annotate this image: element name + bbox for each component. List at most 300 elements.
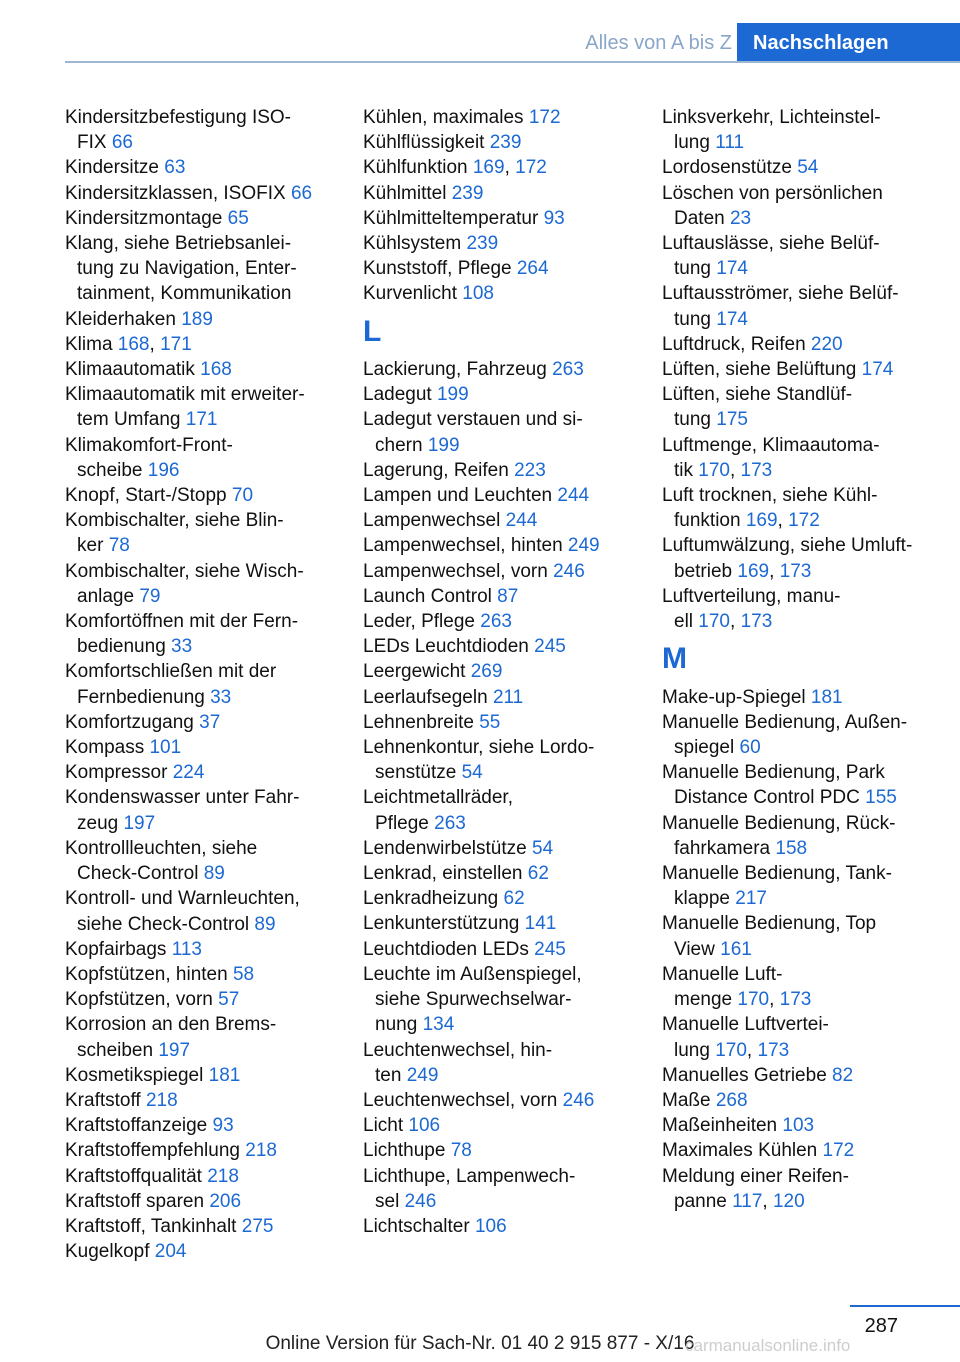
index-term: Komfortöffnen mit der Fern- bedienung — [65, 611, 299, 658]
page-reference-link[interactable]: 197 — [158, 1039, 191, 1061]
page-reference-link[interactable]: 223 — [514, 459, 546, 481]
index-entry — [662, 760, 958, 810]
index-term: Leuchtenwechsel, hin- ten — [363, 1039, 553, 1086]
page-reference-link[interactable]: 245 — [534, 938, 566, 960]
index-term: Lendenwirbelstütze — [363, 837, 527, 859]
page-reference-link[interactable]: 239 — [451, 182, 484, 204]
page-reference-link[interactable]: 269 — [470, 661, 503, 683]
index-entry — [363, 559, 655, 584]
page-reference-link[interactable]: 206 — [209, 1190, 242, 1212]
index-term: Lenkrad, einstellen — [363, 863, 523, 885]
page-reference-link[interactable]: 161 — [720, 938, 752, 960]
page-reference-link[interactable]: 199 — [436, 384, 469, 406]
index-term: Kontroll- und Warnleuchten, siehe Check-Control — [65, 888, 300, 935]
index-column-2 — [363, 105, 655, 1239]
header-chapter-tab: Nachschlagen — [737, 23, 960, 61]
index-term: Licht — [363, 1115, 404, 1137]
index-entry — [363, 1088, 655, 1113]
page-reference-link[interactable]: 63 — [164, 157, 186, 179]
index-entry — [65, 1088, 355, 1113]
index-entry — [662, 181, 958, 231]
page-reference-link[interactable]: 54 — [532, 837, 554, 859]
index-term: Manuelle Bedienung, Tank- klappe — [662, 863, 892, 910]
page-reference-link[interactable]: 158 — [775, 837, 808, 859]
page-reference-link[interactable]: 87 — [497, 585, 519, 607]
page-reference-link[interactable]: 170 — [698, 611, 730, 633]
index-term: Luftausströmer, siehe Belüf- tung — [662, 283, 899, 330]
index-term: Kunststoff, Pflege — [363, 258, 512, 280]
index-entry — [363, 206, 655, 231]
index-term: Kindersitzbefestigung ISO- FIX — [65, 107, 292, 154]
page-reference-link[interactable]: 168 — [117, 333, 150, 355]
index-term: Kühlen, maximales — [363, 107, 524, 128]
index-term: Lichthupe, Lampenwech- sel — [363, 1165, 576, 1212]
page-reference-link[interactable]: 169 — [472, 157, 505, 179]
page-reference-link[interactable]: 60 — [739, 737, 761, 759]
page-reference-link[interactable]: 211 — [492, 686, 524, 708]
index-entry — [363, 382, 655, 407]
index-term: Manuelle Luftvertei- lung — [662, 1014, 829, 1061]
page-reference-link[interactable]: 108 — [462, 283, 494, 305]
page-reference-link[interactable]: 246 — [562, 1089, 595, 1111]
index-entry — [363, 181, 655, 206]
index-term: Leuchte im Außenspiegel, siehe Spurwechselwar- nung — [363, 963, 582, 1036]
index-term: Manuelle Bedienung, Top View — [662, 913, 877, 960]
index-term: Lichthupe — [363, 1140, 446, 1162]
index-entry — [65, 937, 355, 962]
page-reference-link[interactable]: 275 — [241, 1215, 274, 1237]
index-term: Luftumwälzung, siehe Umluft- betrieb — [662, 535, 913, 582]
page-reference-link[interactable]: 199 — [427, 434, 460, 456]
index-term: Lagerung, Reifen — [363, 459, 509, 481]
index-entry — [65, 508, 355, 558]
index-entry — [65, 1138, 355, 1163]
index-entry — [363, 911, 655, 936]
index-entry — [65, 886, 355, 936]
index-entry — [363, 130, 655, 155]
index-entry — [363, 735, 655, 785]
index-term: Kosmetikspiegel — [65, 1064, 204, 1086]
page-reference-link[interactable]: 172 — [515, 157, 547, 179]
page-reference-link[interactable]: 93 — [543, 207, 565, 229]
page-reference-link[interactable]: 174 — [861, 359, 894, 381]
index-entry — [65, 987, 355, 1012]
index-term: Kopfstützen, vorn — [65, 989, 213, 1011]
index-entry — [363, 357, 655, 382]
index-entry — [662, 231, 958, 281]
page-reference-link[interactable]: 244 — [557, 485, 590, 507]
index-term: Luftauslässe, siehe Belüf- tung — [662, 233, 880, 280]
index-term: Linksverkehr, Lichteinstel- lung — [662, 107, 881, 154]
index-entry — [65, 710, 355, 735]
page-reference-link[interactable]: 246 — [404, 1190, 437, 1212]
page-reference-link[interactable]: 239 — [466, 233, 499, 255]
page-reference-link[interactable]: 218 — [145, 1089, 178, 1111]
page-reference-link[interactable]: 55 — [479, 711, 501, 733]
index-term: LEDs Leuchtdioden — [363, 636, 529, 658]
index-entry — [65, 483, 355, 508]
page-reference-link[interactable]: 65 — [227, 207, 249, 229]
index-entry — [363, 533, 655, 558]
page-reference-link[interactable]: 33 — [210, 686, 232, 708]
page-reference-link[interactable]: 224 — [172, 762, 205, 784]
index-entry — [65, 357, 355, 382]
page-reference-link[interactable]: 103 — [782, 1115, 815, 1137]
index-term: Maximales Kühlen — [662, 1140, 818, 1162]
index-entry — [662, 710, 958, 760]
index-term: Leerlaufsegeln — [363, 686, 488, 708]
index-letter-heading: L — [363, 314, 382, 348]
index-entry: Luftverteilung, manu- ell 170, 173 — [662, 585, 841, 633]
index-term: Lampenwechsel, vorn — [363, 560, 548, 582]
page-reference-link[interactable]: 172 — [528, 107, 561, 128]
index-entry — [363, 105, 655, 130]
page-reference-link[interactable]: 181 — [810, 686, 843, 708]
index-entry — [662, 911, 958, 961]
index-term: Meldung einer Reifen- panne — [662, 1165, 849, 1212]
index-entry — [363, 1038, 655, 1088]
page-reference-link[interactable]: 189 — [181, 308, 213, 330]
page-reference-link[interactable]: 196 — [147, 459, 180, 481]
page-reference-link[interactable]: 268 — [715, 1089, 748, 1111]
page-reference-link[interactable]: 89 — [254, 913, 276, 935]
index-entry — [363, 1214, 655, 1239]
index-term: Luft trocknen, siehe Kühl- funktion — [662, 485, 878, 532]
index-entry — [363, 962, 655, 1038]
page-reference-link[interactable]: 204 — [154, 1241, 187, 1263]
index-term: Manuelle Bedienung, Rück- fahrkamera — [662, 812, 896, 859]
page-reference-link[interactable]: 33 — [171, 636, 193, 658]
index-entry — [65, 382, 355, 432]
page-reference-link[interactable]: 66 — [290, 182, 313, 204]
index-term: Maße — [662, 1089, 711, 1111]
index-term: Klang, siehe Betriebsanlei- tung zu Navigation, Enter- tainment, Kommunikation — [65, 233, 297, 305]
index-term: Kraftstoff — [65, 1089, 141, 1111]
page-reference-link[interactable]: 58 — [232, 963, 255, 985]
index-entry — [363, 609, 655, 634]
page-reference-link[interactable]: 170 — [698, 459, 730, 481]
index-entry — [662, 281, 958, 331]
index-entry — [65, 1113, 355, 1138]
page-reference-link[interactable]: 249 — [406, 1064, 439, 1086]
index-term: Kühlmittel — [363, 182, 447, 204]
index-letter-heading: M — [662, 642, 687, 676]
page-reference-link[interactable]: 23 — [729, 207, 752, 229]
page-reference-link[interactable]: 172 — [822, 1140, 855, 1162]
index-term: Kurvenlicht — [363, 283, 457, 305]
page-reference-link[interactable]: 264 — [516, 258, 549, 280]
page-reference-link[interactable]: 174 — [716, 308, 748, 330]
page-reference-link[interactable]: 239 — [489, 132, 522, 154]
index-term: Kraftstoff sparen — [65, 1190, 205, 1212]
index-term: Kombischalter, siehe Wisch- anlage — [65, 560, 304, 607]
index-term: Lampen und Leuchten — [363, 485, 553, 507]
index-term: Leergewicht — [363, 661, 466, 683]
index-entry — [65, 1012, 355, 1062]
index-entry — [662, 155, 958, 180]
index-entry — [65, 760, 355, 785]
page-reference-link[interactable]: 106 — [474, 1215, 507, 1237]
index-entry — [65, 836, 355, 886]
page-reference-link[interactable]: 173 — [779, 560, 812, 582]
page-reference-link[interactable]: 82 — [832, 1064, 854, 1086]
index-entry — [662, 382, 958, 432]
page-reference-link[interactable]: 66 — [111, 132, 133, 154]
index-entry — [363, 886, 655, 911]
index-entry — [363, 458, 655, 483]
watermark: carmanualsonline.info — [685, 1336, 851, 1355]
index-entry — [662, 332, 958, 357]
index-entry — [662, 357, 958, 382]
index-term: Lordosenstütze — [662, 157, 792, 179]
page-reference-link[interactable]: 54 — [461, 762, 483, 784]
index-term: Kompass — [65, 737, 145, 759]
page-reference-link[interactable]: 170 — [737, 989, 770, 1011]
page-reference-link[interactable]: 89 — [203, 863, 225, 885]
index-entry — [65, 659, 355, 709]
page-reference-link[interactable]: 263 — [552, 359, 584, 381]
index-term: Ladegut — [363, 384, 432, 406]
page-reference-link[interactable]: 171 — [185, 409, 218, 431]
index-column-1 — [65, 105, 355, 1264]
page-reference-link[interactable]: 117 — [732, 1190, 763, 1212]
index-entry: Kühlfunktion 169, 172 — [363, 157, 547, 179]
index-term: Lüften, siehe Standlüf- tung — [662, 384, 853, 431]
index-entry — [65, 155, 355, 180]
index-term: Kondenswasser unter Fahr- zeug — [65, 787, 300, 834]
index-entry — [363, 710, 655, 735]
index-term: Kindersitzklassen, ISOFIX — [65, 182, 286, 204]
page-reference-link[interactable]: 170 — [715, 1039, 747, 1061]
index-entry — [363, 584, 655, 609]
index-entry — [65, 609, 355, 659]
index-entry — [662, 105, 958, 155]
page-reference-link[interactable]: 175 — [716, 409, 748, 431]
index-term: Leuchtdioden LEDs — [363, 938, 529, 960]
index-entry — [65, 1164, 355, 1189]
page-reference-link[interactable]: 70 — [231, 485, 254, 507]
page-reference-link[interactable]: 173 — [740, 611, 773, 633]
page-reference-link[interactable]: 79 — [139, 585, 161, 607]
index-term: Kugelkopf — [65, 1241, 150, 1263]
index-term: Kühlflüssigkeit — [363, 132, 485, 154]
index-term: Kühlmitteltemperatur — [363, 207, 539, 229]
page-reference-link[interactable]: 172 — [788, 510, 820, 532]
index-term: Kleiderhaken — [65, 308, 176, 330]
index-entry — [65, 1063, 355, 1088]
index-term: Lampenwechsel — [363, 510, 501, 532]
index-entry — [363, 1138, 655, 1163]
index-column-3 — [662, 105, 958, 1214]
index-entry — [65, 1239, 355, 1264]
page-reference-link[interactable]: 173 — [757, 1039, 790, 1061]
index-term: Leichtmetallräder, Pflege — [363, 787, 513, 834]
index-term: Manuelles Getriebe — [662, 1064, 827, 1086]
index-term: Luftverteilung, manu- ell — [662, 585, 841, 633]
page-reference-link[interactable]: 168 — [200, 359, 232, 381]
page-reference-link[interactable]: 220 — [810, 333, 843, 355]
index-term: Komfortschließen mit der Fernbedienung — [65, 661, 277, 708]
index-entry — [662, 811, 958, 861]
page-reference-link[interactable]: 246 — [553, 560, 585, 582]
index-term: Lehnenkontur, siehe Lordo- senstütze — [363, 737, 595, 784]
index-term: Knopf, Start-/Stopp — [65, 485, 227, 507]
index-term: Launch Control — [363, 585, 492, 607]
footer-rule — [850, 1305, 960, 1307]
page-number: 287 — [864, 1315, 898, 1337]
index-term: Kühlsystem — [363, 233, 462, 255]
index-term: Komfortzugang — [65, 711, 194, 733]
index-entry — [662, 1088, 958, 1113]
index-term: Korrosion an den Brems- scheiben — [65, 1014, 277, 1061]
index-entry — [65, 231, 355, 307]
index-entry — [363, 281, 655, 306]
index-entry — [363, 861, 655, 886]
index-entry — [65, 206, 355, 231]
index-term: Ladegut verstauen und si- chern — [363, 409, 583, 456]
index-entry — [363, 685, 655, 710]
index-term: Kindersitzmontage — [65, 207, 223, 229]
index-term: Klimaautomatik mit erweiter- tem Umfang — [65, 384, 305, 431]
page-reference-link[interactable]: 134 — [422, 1014, 455, 1036]
page-reference-link[interactable]: 218 — [207, 1165, 239, 1187]
index-term: Lichtschalter — [363, 1215, 470, 1237]
page-reference-link[interactable]: 244 — [505, 510, 538, 532]
index-term: Manuelle Luft- menge — [662, 963, 783, 1011]
index-entry: Luft trocknen, siehe Kühl- funktion 169, 172 — [662, 485, 878, 532]
index-term: Klimaautomatik — [65, 359, 195, 381]
index-entry — [363, 1113, 655, 1138]
index-entry — [662, 1113, 958, 1138]
page-reference-link[interactable]: 217 — [735, 888, 767, 910]
page-reference-link[interactable]: 54 — [797, 157, 819, 179]
page-reference-link[interactable]: 169 — [745, 510, 778, 532]
index-entry — [65, 1214, 355, 1239]
index-entry — [65, 1189, 355, 1214]
index-term: Lackierung, Fahrzeug — [363, 359, 547, 381]
index-entry — [65, 735, 355, 760]
index-entry — [363, 1164, 655, 1214]
page-reference-link[interactable]: 113 — [171, 938, 202, 960]
page-reference-link[interactable]: 111 — [715, 132, 745, 154]
index-term: Manuelle Bedienung, Außen- spiegel — [662, 711, 908, 759]
page-reference-link[interactable]: 57 — [218, 989, 240, 1011]
index-entry — [363, 836, 655, 861]
index-entry — [363, 256, 655, 281]
index-term: Make-up-Spiegel — [662, 686, 806, 708]
header-section-title: Alles von A bis Z — [585, 32, 732, 54]
page-reference-link[interactable]: 171 — [160, 333, 192, 355]
page-reference-link[interactable]: 197 — [123, 812, 156, 834]
index-term: Manuelle Bedienung, Park Distance Control PDC — [662, 762, 885, 809]
page-reference-link[interactable]: 218 — [245, 1140, 277, 1162]
index-term: Luftdruck, Reifen — [662, 333, 806, 355]
index-term: Kopfairbags — [65, 938, 167, 960]
index-entry — [662, 685, 958, 710]
index-entry — [65, 307, 355, 332]
page-reference-link[interactable]: 263 — [434, 812, 466, 834]
index-term: Leder, Pflege — [363, 611, 475, 633]
index-term: Lampenwechsel, hinten — [363, 535, 563, 557]
index-term: Lenkradheizung — [363, 888, 499, 910]
index-entry: Manuelle Luftvertei- lung 170, 173 — [662, 1014, 829, 1061]
index-term: Lenkunterstützung — [363, 913, 520, 935]
index-term: Kraftstoffqualität — [65, 1165, 202, 1187]
page-reference-link[interactable]: 78 — [108, 535, 130, 557]
page-reference-link[interactable]: 101 — [149, 737, 182, 759]
page-reference-link[interactable]: 62 — [503, 888, 525, 910]
page-reference-link[interactable]: 141 — [524, 913, 557, 935]
header-rule — [65, 61, 960, 63]
page-reference-link[interactable]: 173 — [740, 459, 773, 481]
index-term: Kühlfunktion — [363, 157, 468, 179]
index-term: Maßeinheiten — [662, 1115, 778, 1137]
index-term: Luftmenge, Klimaautoma- tik — [662, 434, 880, 481]
page-reference-link[interactable]: 263 — [480, 611, 512, 633]
index-entry — [65, 962, 355, 987]
page-reference-link[interactable]: 78 — [450, 1140, 472, 1162]
index-entry — [65, 559, 355, 609]
page-reference-link[interactable]: 155 — [865, 787, 897, 809]
page-reference-link[interactable]: 93 — [212, 1115, 234, 1137]
page-reference-link[interactable]: 174 — [716, 258, 748, 280]
index-entry — [363, 483, 655, 508]
index-entry — [662, 1138, 958, 1163]
index-entry — [65, 785, 355, 835]
page-reference-link[interactable]: 120 — [772, 1190, 805, 1212]
index-entry — [65, 181, 355, 206]
page-reference-link[interactable]: 181 — [208, 1064, 241, 1086]
index-entry — [363, 785, 655, 835]
index-entry — [363, 937, 655, 962]
index-entry — [363, 634, 655, 659]
page-reference-link[interactable]: 106 — [408, 1115, 441, 1137]
page-reference-link[interactable]: 245 — [534, 636, 566, 658]
index-term: Kontrollleuchten, siehe Check-Control — [65, 837, 258, 885]
page-reference-link[interactable]: 169 — [737, 560, 770, 582]
index-term: Leuchtenwechsel, vorn — [363, 1089, 558, 1111]
index-entry — [65, 105, 355, 155]
index-entry — [65, 433, 355, 483]
index-entry — [662, 861, 958, 911]
index-entry: Meldung einer Reifen- panne 117, 120 — [662, 1165, 849, 1212]
index-entry — [363, 659, 655, 684]
index-entry: Luftmenge, Klimaautoma- tik 170, 173 — [662, 434, 880, 481]
index-entry: Manuelle Luft- menge 170, 173 — [662, 963, 812, 1011]
footer-edition-note: Online Version für Sach-Nr. 01 40 2 915 877 - X/16 — [265, 1333, 695, 1354]
page-reference-link[interactable]: 37 — [199, 711, 221, 733]
index-term: Lüften, siehe Belüftung — [662, 359, 857, 381]
index-term: Kraftstoffanzeige — [65, 1115, 208, 1137]
index-entry — [363, 407, 655, 457]
index-entry — [363, 231, 655, 256]
index-term: Kraftstoff, Tankinhalt — [65, 1215, 237, 1237]
index-term: Kompressor — [65, 762, 168, 784]
index-entry — [363, 508, 655, 533]
index-term: Kombischalter, siehe Blin- ker — [65, 510, 284, 557]
index-entry — [662, 1063, 958, 1088]
page-reference-link[interactable]: 173 — [779, 989, 812, 1011]
index-term: Klima — [65, 333, 113, 355]
index-term: Kopfstützen, hinten — [65, 963, 228, 985]
index-entry: Klima 168, 171 — [65, 333, 192, 355]
page-reference-link[interactable]: 249 — [567, 535, 600, 557]
index-term: Kraftstoffempfehlung — [65, 1140, 240, 1162]
index-term: Löschen von persönlichen Daten — [662, 182, 883, 229]
page-reference-link[interactable]: 62 — [527, 863, 549, 885]
index-term: Klimakomfort-Front- scheibe — [65, 434, 233, 481]
index-term: Kindersitze — [65, 157, 159, 179]
